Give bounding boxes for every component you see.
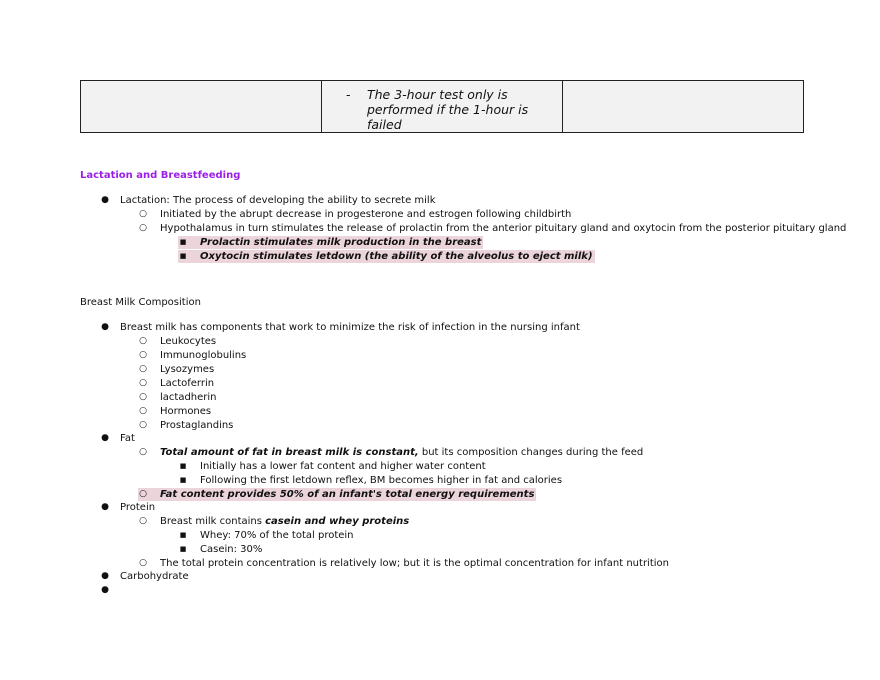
list-item: ○ Prostaglandins: [139, 420, 234, 431]
list-item: ■ Whey: 70% of the total protein: [179, 530, 354, 541]
list-item: ○ Hypothalamus in turn stimulates the release of prolactin from the anterior pituitary gland and oxytocin from the posterior pituitary gland: [139, 223, 847, 234]
list-item: ○ Lactoferrin: [139, 378, 215, 389]
section-heading-lactation: Lactation and Breastfeeding: [80, 170, 241, 181]
bullet-square-icon: ■: [179, 476, 187, 484]
bullet-disc-icon: ●: [101, 585, 109, 595]
list-item: ○ Initiated by the abrupt decrease in progesterone and estrogen following childbirth: [139, 209, 572, 220]
list-item-highlighted: ○ Fat content provides 50% of an infant's total energy requirements: [139, 489, 535, 500]
list-item: ■ Following the first letdown reflex, BM becomes higher in fat and calories: [179, 475, 563, 486]
bullet-disc-icon: ●: [101, 571, 109, 581]
list-item: ■ Casein: 30%: [179, 544, 263, 555]
bullet-disc-icon: ●: [101, 322, 109, 332]
list-item: ● Lactation: The process of developing the ability to secrete milk: [101, 195, 436, 206]
list-item-fat: ● Fat: [101, 433, 135, 444]
bullet-circle-icon: ○: [139, 350, 147, 360]
bullet-circle-icon: ○: [139, 223, 147, 233]
bullet-circle-icon: ○: [139, 378, 147, 388]
list-item: ○ Lysozymes: [139, 364, 215, 375]
section-heading-composition: Breast Milk Composition: [80, 297, 201, 308]
list-item-highlighted: ■ Oxytocin stimulates letdown (the ability of the alveolus to eject milk): [179, 251, 593, 262]
list-item-highlighted: ■ Prolactin stimulates milk production in the breast: [179, 237, 482, 248]
list-item: ○ Leukocytes: [139, 336, 217, 347]
dash-bullet: -: [346, 87, 351, 102]
bullet-square-icon: ■: [179, 462, 187, 470]
list-item: ○ The total protein concentration is relatively low; but it is the optimal concentration for infant nutrition: [139, 558, 669, 569]
bullet-circle-icon: ○: [139, 489, 147, 499]
bullet-disc-icon: ●: [101, 502, 109, 512]
table-cell-note: [322, 81, 563, 133]
list-item: ○ Breast milk contains casein and whey proteins: [139, 516, 410, 527]
list-item: ○ Immunoglobulins: [139, 350, 247, 361]
list-item: ○ Hormones: [139, 406, 212, 417]
bullet-disc-icon: ●: [101, 433, 109, 443]
bullet-disc-icon: ●: [101, 195, 109, 205]
bullet-square-icon: ■: [179, 238, 187, 246]
bullet-circle-icon: ○: [139, 558, 147, 568]
bullet-circle-icon: ○: [139, 406, 147, 416]
bullet-square-icon: ■: [179, 531, 187, 539]
bullet-square-icon: ■: [179, 545, 187, 553]
list-item: ● Breast milk has components that work to minimize the risk of infection in the nursing infant: [101, 322, 580, 333]
table-cell-empty-left: [81, 81, 322, 133]
table-cell-empty-right: [563, 81, 804, 133]
bullet-circle-icon: ○: [139, 364, 147, 374]
list-item-protein: ● Protein: [101, 502, 156, 513]
list-item: ○ lactadherin: [139, 392, 217, 403]
continuation-table: [80, 80, 804, 133]
bullet-circle-icon: ○: [139, 447, 147, 457]
bullet-circle-icon: ○: [139, 336, 147, 346]
bullet-circle-icon: ○: [139, 420, 147, 430]
bullet-square-icon: ■: [179, 252, 187, 260]
list-item-carbohydrate: ● Carbohydrate: [101, 571, 189, 582]
list-item: ■ Initially has a lower fat content and higher water content: [179, 461, 486, 472]
bullet-circle-icon: ○: [139, 392, 147, 402]
list-item: ○ Total amount of fat in breast milk is constant, but its composition changes during the feed: [139, 447, 644, 458]
bullet-circle-icon: ○: [139, 516, 147, 526]
table-cell-text: The 3-hour test only is performed if the 1-hour is failed: [367, 87, 529, 132]
bullet-circle-icon: ○: [139, 209, 147, 219]
